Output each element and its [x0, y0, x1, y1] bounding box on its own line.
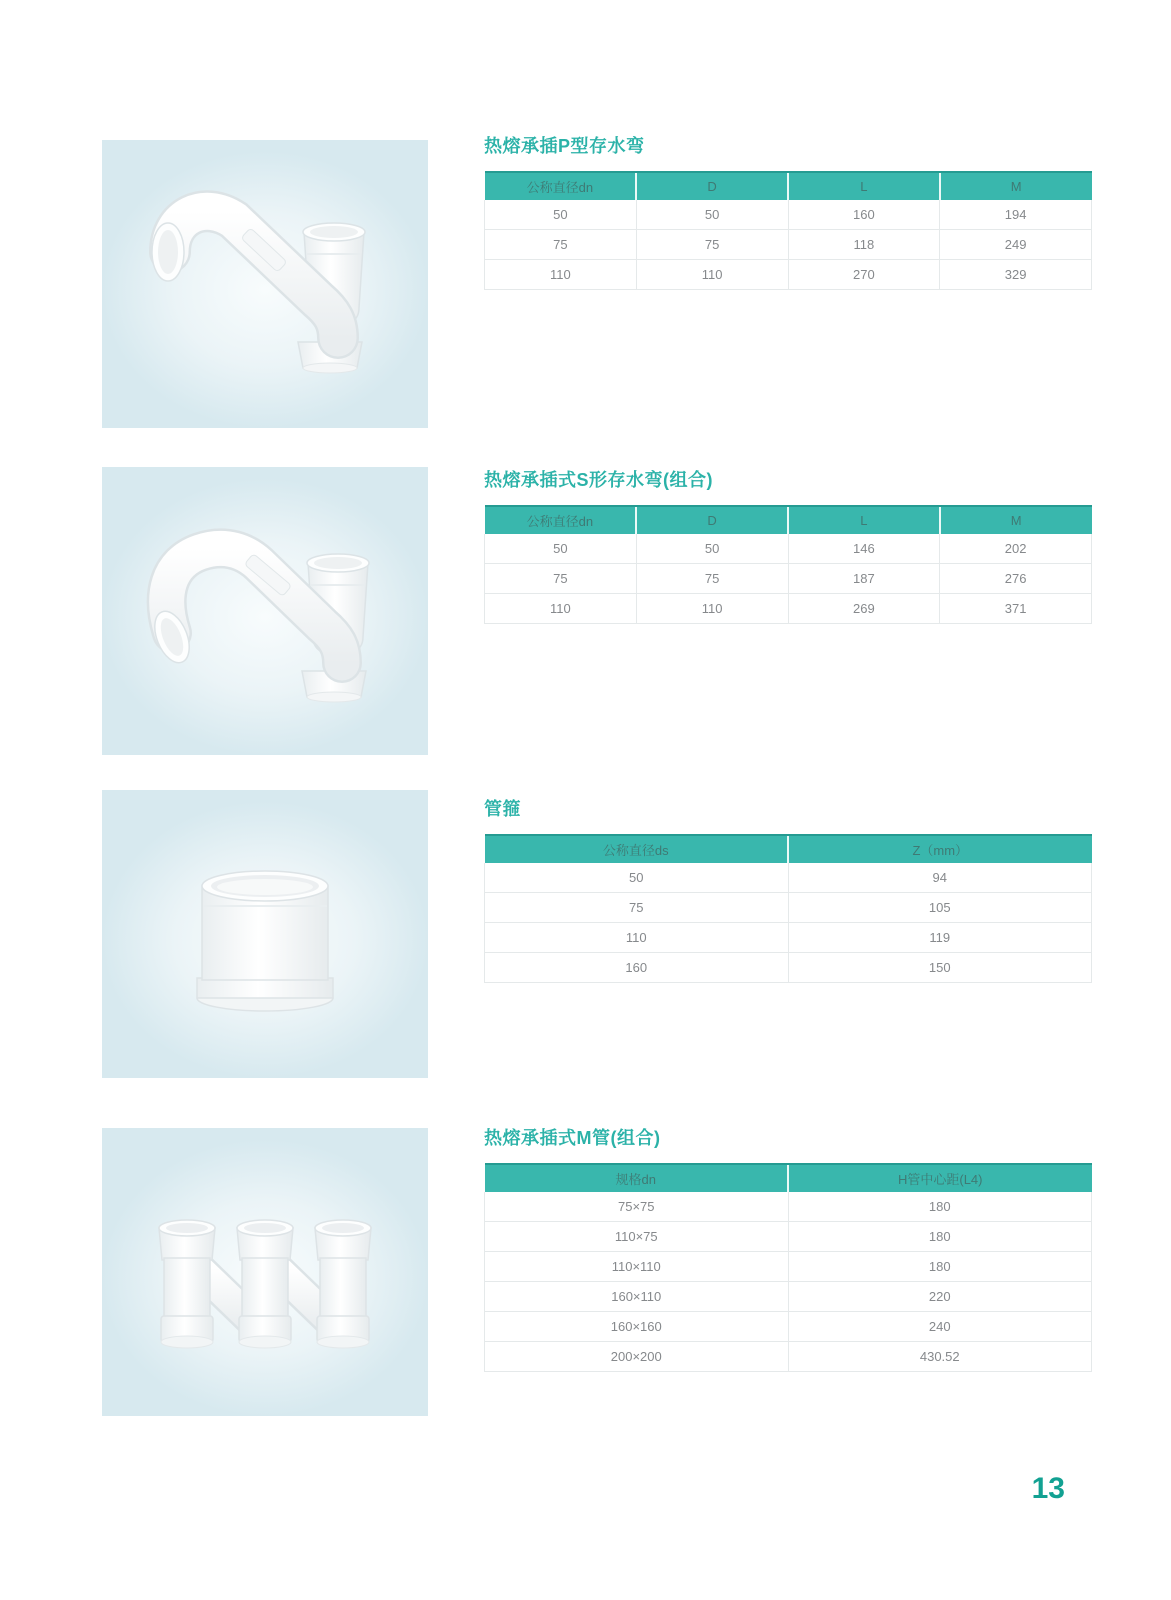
- table-row: [485, 564, 1092, 594]
- table-cell: 110: [485, 923, 789, 953]
- table-header-cell: L: [788, 506, 940, 534]
- table-cell: 180: [788, 1222, 1092, 1252]
- table-row: [485, 1192, 1092, 1222]
- table-cell: 50: [485, 863, 789, 893]
- table-cell: 202: [940, 534, 1092, 564]
- table-row: [485, 923, 1092, 953]
- table-cell: 187: [788, 564, 940, 594]
- table-row: [485, 594, 1092, 624]
- table-row: [485, 200, 1092, 230]
- table-cell: 75: [636, 230, 788, 260]
- table-header-cell: D: [636, 506, 788, 534]
- table-cell: 160×110: [485, 1282, 789, 1312]
- table-cell: 270: [788, 260, 940, 290]
- page-number: 13: [1031, 1472, 1065, 1505]
- table-header-cell: Z（mm）: [788, 835, 1092, 863]
- table-cell: 249: [940, 230, 1092, 260]
- table-cell: 118: [788, 230, 940, 260]
- table-cell: 75×75: [485, 1192, 789, 1222]
- table-header-cell: H管中心距(L4): [788, 1164, 1092, 1192]
- table-cell: 269: [788, 594, 940, 624]
- section-title: 热熔承插式S形存水弯(组合): [484, 470, 713, 490]
- table-row: [485, 230, 1092, 260]
- table-cell: 200×200: [485, 1342, 789, 1372]
- section-coupling: [484, 797, 1092, 983]
- table-cell: 194: [940, 200, 1092, 230]
- table-header-cell: 规格dn: [485, 1164, 789, 1192]
- section-m-pipe: [484, 1126, 1092, 1372]
- section-title: 管箍: [484, 799, 521, 819]
- table-cell: 110: [485, 594, 637, 624]
- spec-table-s-trap: [484, 505, 1092, 624]
- table-cell: 160: [485, 953, 789, 983]
- table-header-cell: 公称直径dn: [485, 172, 637, 200]
- table-cell: 50: [485, 200, 637, 230]
- table-cell: 329: [940, 260, 1092, 290]
- spec-table-coupling: [484, 834, 1092, 983]
- table-cell: 110: [636, 260, 788, 290]
- table-row: [485, 863, 1092, 893]
- table-cell: 150: [788, 953, 1092, 983]
- coupling-illustration: [102, 790, 428, 1078]
- s-trap-illustration: [102, 467, 428, 755]
- table-cell: 94: [788, 863, 1092, 893]
- table-row: [485, 1342, 1092, 1372]
- section-title: 热熔承插式M管(组合): [484, 1128, 661, 1148]
- section-s-trap: [484, 468, 1092, 624]
- section-title: 热熔承插P型存水弯: [484, 136, 645, 156]
- product-image-s-trap: [102, 467, 428, 755]
- table-row: [485, 893, 1092, 923]
- table-header-cell: D: [636, 172, 788, 200]
- table-header-row: [485, 1164, 1092, 1192]
- table-row: [485, 1252, 1092, 1282]
- table-cell: 430.52: [788, 1342, 1092, 1372]
- table-cell: 75: [485, 564, 637, 594]
- table-cell: 75: [485, 893, 789, 923]
- table-header-row: [485, 172, 1092, 200]
- spec-table-m-pipe: [484, 1163, 1092, 1372]
- table-row: [485, 534, 1092, 564]
- table-cell: 240: [788, 1312, 1092, 1342]
- table-cell: 105: [788, 893, 1092, 923]
- table-cell: 110×110: [485, 1252, 789, 1282]
- table-cell: 371: [940, 594, 1092, 624]
- table-header-row: [485, 506, 1092, 534]
- table-header-cell: M: [940, 172, 1092, 200]
- table-row: [485, 1312, 1092, 1342]
- table-cell: 180: [788, 1192, 1092, 1222]
- table-cell: 180: [788, 1252, 1092, 1282]
- m-pipe-illustration: [102, 1128, 428, 1416]
- table-row: [485, 1282, 1092, 1312]
- table-cell: 110×75: [485, 1222, 789, 1252]
- table-cell: 119: [788, 923, 1092, 953]
- section-p-trap: [484, 134, 1092, 290]
- table-row: [485, 953, 1092, 983]
- product-image-m-pipe: [102, 1128, 428, 1416]
- table-row: [485, 260, 1092, 290]
- table-cell: 75: [636, 564, 788, 594]
- table-header-cell: 公称直径dn: [485, 506, 637, 534]
- product-image-coupling: [102, 790, 428, 1078]
- table-cell: 110: [485, 260, 637, 290]
- product-image-p-trap: [102, 140, 428, 428]
- table-cell: 276: [940, 564, 1092, 594]
- table-header-cell: 公称直径ds: [485, 835, 789, 863]
- table-cell: 50: [636, 534, 788, 564]
- table-header-cell: M: [940, 506, 1092, 534]
- table-cell: 50: [636, 200, 788, 230]
- table-cell: 75: [485, 230, 637, 260]
- table-header-row: [485, 835, 1092, 863]
- table-cell: 220: [788, 1282, 1092, 1312]
- table-header-cell: L: [788, 172, 940, 200]
- table-cell: 110: [636, 594, 788, 624]
- table-cell: 50: [485, 534, 637, 564]
- p-trap-illustration: [102, 140, 428, 428]
- table-cell: 146: [788, 534, 940, 564]
- table-cell: 160×160: [485, 1312, 789, 1342]
- table-row: [485, 1222, 1092, 1252]
- spec-table-p-trap: [484, 171, 1092, 290]
- table-cell: 160: [788, 200, 940, 230]
